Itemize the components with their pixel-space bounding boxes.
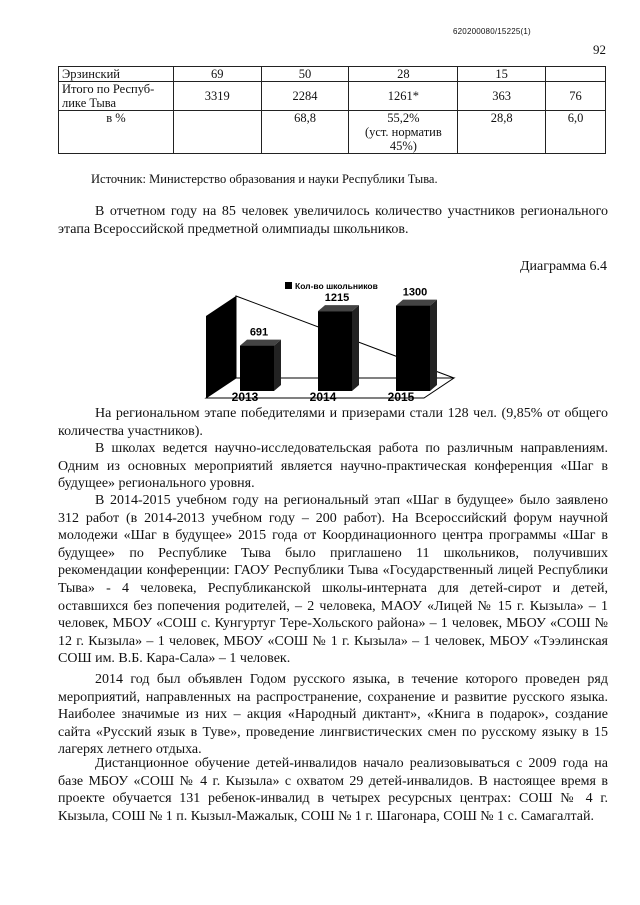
cell-line: 45%) [389,139,417,153]
bar-side [430,300,437,391]
cell-line: (уст. норматив [364,125,442,139]
x-tick-label: 2015 [387,390,415,403]
bar-side [274,340,281,391]
table-cell: 76 [546,82,606,111]
table-cell: 2284 [261,82,349,111]
bar-2015 [396,300,437,391]
paragraph-text: В 2014-2015 учебном году на региональный этап «Шаг в будущее» было заявлено 312 работ (в 2014-2013 учебном году – 200 работ). На Всероссийский форум научной молодежи «Шаг в будущее» 2015 года от Координационного центра программы «Шаг в будущее» по Республике Тыва было приглашено 11 школьников, получивших рекомендации конференции: ГАОУ Республики Тыва «Государственный лицей Республики Тыва» - 4 человека, Республиканской школы-интерната для детей-сирот и детей, оставшихся без попечения родителей, – 2 человека, МАОУ «Лицей № 15 г. Кызыла» – 1 человек, МБОУ «СОШ с. Кунгуртуг Тере-Хольского района» – 1 человек, МБОУ «СОШ № 12 г. Кызыла» – 1 человек, МБОУ «СОШ № 1 г. Кызыла» – 1 человек, МБОУ «Тээлинская СОШ им. В.Б. Кара-Сала» – 1 человек. [58,493,608,667]
table-cell: 28,8 [458,111,546,154]
bar-front [396,306,430,391]
bar-front [240,346,274,391]
data-label: 691 [249,326,269,339]
x-tick-label: 2013 [231,390,259,403]
diagram-label: Диаграмма 6.4 [520,259,608,274]
bar-2013 [240,340,281,391]
paragraph [58,755,608,825]
table-cell: 363 [458,82,546,111]
bar-front [318,311,352,391]
data-label: 1300 [402,286,428,299]
table-cell: 1261* [349,82,458,111]
paragraph-text: 2014 год был объявлен Годом русского языка, в течение которого проведен ряд мероприятий, направленных на распространение, сохранение и развитие русского языка. Наиболее значимые из них – акция «Народный диктант», «Книга в подарок», создание сайта «Русский язык в Туве», проведение лингвистических смен по русскому языку в 15 лагерях летнего отдыха. [58,672,608,758]
table-cell [546,67,606,82]
table-cell: 3319 [173,82,261,111]
table-row [59,67,606,82]
paragraph [58,405,608,440]
bar-2014 [318,305,359,391]
paragraph-text: На региональном этапе победителями и призерами стали 128 чел. (9,85% от общего количества участников). [58,406,608,439]
table-cell: 28 [349,67,458,82]
data-label: 1215 [324,292,350,305]
cell-line: Итого по Респуб- [62,82,155,96]
table-cell [173,111,261,154]
legend-swatch [285,282,292,289]
table-cell: 69 [173,67,261,82]
table-cell: 15 [458,67,546,82]
table-cell [59,82,174,111]
page-number: 92 [593,42,606,57]
source-note: Источник: Министерство образования и науки Республики Тыва. [91,172,438,186]
paragraph [58,671,608,759]
table-cell: 6,0 [546,111,606,154]
table-cell: 68,8 [261,111,349,154]
paragraph [58,492,608,668]
chart-bars [240,287,437,391]
legend-label: Кол-во школьников [295,281,378,291]
paragraph [58,203,608,238]
statistics-table [58,66,606,154]
document-id: 620200080/15225(1) [453,27,531,36]
paragraph-text: В школах ведется научно-исследовательская работа по различным направлениям. Одним из основных мероприятий является научно-практическая конференция «Шаг в будущее» регионального уровня. [58,441,608,492]
cell-line: лике Тыва [62,96,117,110]
paragraph [58,440,608,493]
cell-line: 55,2% [387,111,420,125]
bar-side [352,305,359,391]
bar-top [396,300,437,306]
table-cell: Эрзинский [59,67,174,82]
x-tick-label: 2014 [309,390,337,403]
bar-chart [196,278,466,403]
table-row [59,111,606,154]
paragraph-text: Дистанционное обучение детей-инвалидов начало реализовываться с 2009 года на базе МБОУ «СОШ № 4 г. Кызыла» с охватом 29 детей-инвалидов. В настоящее время в проекте обучается 131 ребенок-инвалид в четырех ресурсных центрах: СОШ № 4 г. Кызыла, СОШ № 1 п. Кызыл-Мажалык, СОШ № 1 г. Шагонара, СОШ № 1 с. Самагалтай. [58,756,608,824]
table-cell [349,111,458,154]
table-cell: в % [59,111,174,154]
table-row [59,82,606,111]
bar-top [318,305,359,311]
paragraph-text: В отчетном году на 85 человек увеличилось количество участников регионального этапа Всероссийской предметной олимпиады школьников. [58,204,608,237]
bar-top [240,340,281,346]
table-cell: 50 [261,67,349,82]
